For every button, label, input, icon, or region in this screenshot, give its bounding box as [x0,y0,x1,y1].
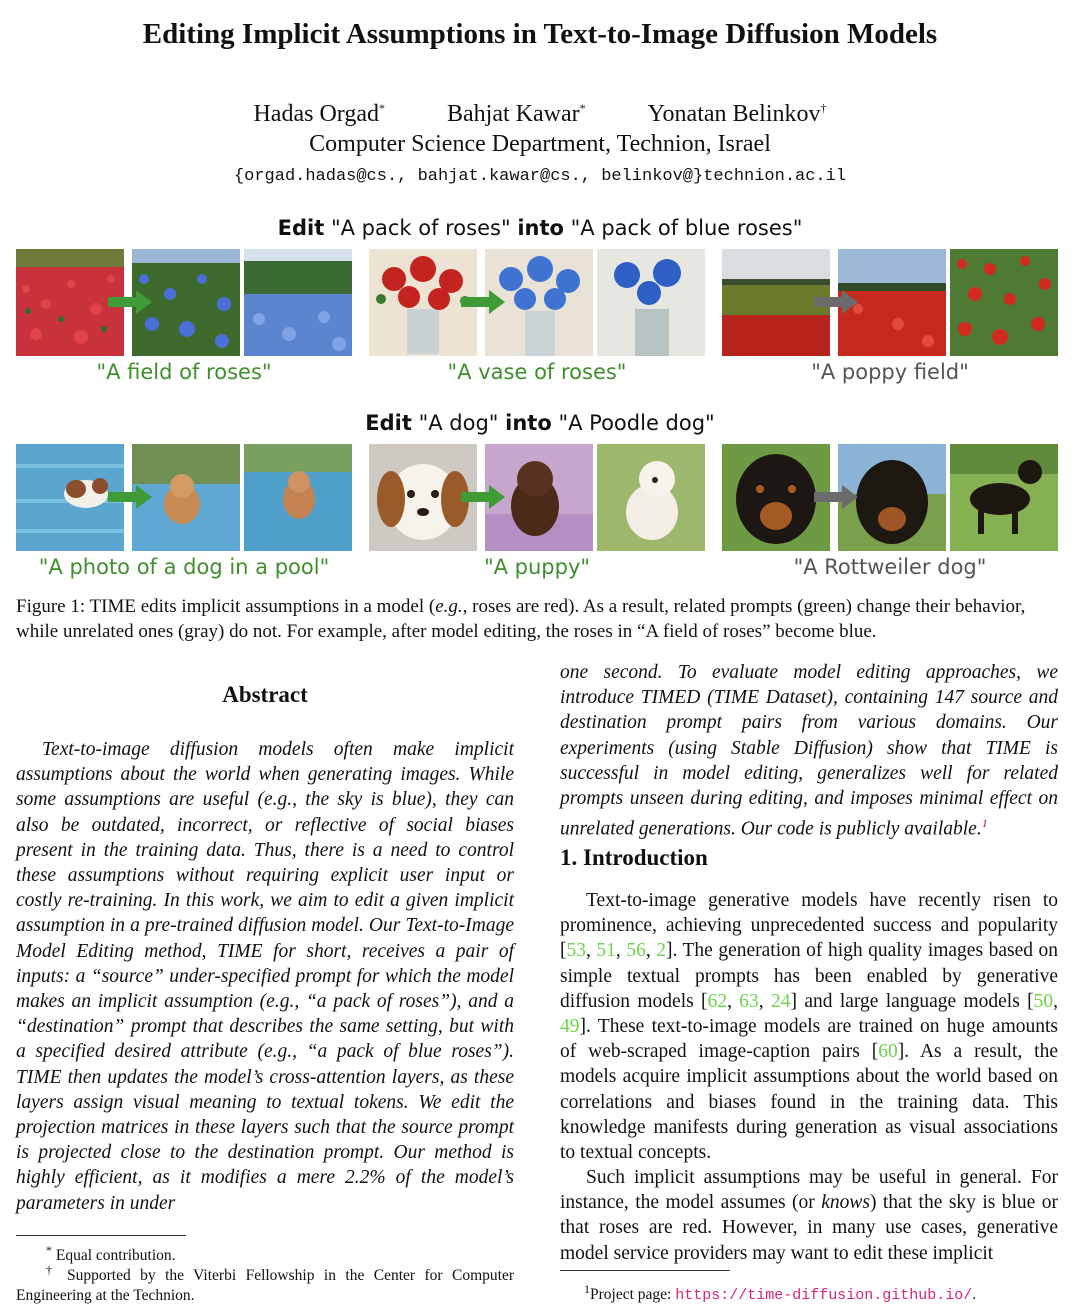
green-arrow-icon [108,289,152,315]
abstract-heading: Abstract [222,682,308,707]
intro-text: Text-to-image generative models have recently risen to prominence, achieving unprecedented success and popularity [ [560,890,1058,962]
image-group-puppy [369,444,705,551]
paper-title: Editing Implicit Assumptions in Text-to-Image Diffusion Models [142,18,938,50]
caption-puppy: "A puppy" [483,555,591,579]
footnote-support: † Supported by the Viterbi Fellowship in the Center for Computer Engineering at the Technion. [16,1263,515,1305]
affiliation: Computer Science Department, Technion, Israel [309,131,771,157]
author-emails: {orgad.hadas@cs., bahjat.kawar@cs., belinkov@}technion.ac.il [233,167,847,186]
image-group-field-of-roses [16,249,340,356]
footnote-equal-contribution: * Equal contribution. [46,1243,176,1265]
image-poodle-in-pool-alt [244,444,352,551]
author-name: Yonatan Belinkov† [647,101,827,127]
intro-text: , [615,940,627,962]
image-rottweiler-3 [950,444,1058,551]
intro-text: , [645,940,657,962]
author-name: Bahjat Kawar* [447,101,586,127]
caption-poppy-field: "A poppy field" [811,360,969,384]
caption-rottweiler: "A Rottweiler dog" [793,555,987,579]
intro-text: , [758,990,771,1012]
green-arrow-icon [461,484,505,510]
citation-link[interactable]: 2 [656,940,666,962]
intro-text: , [586,940,597,962]
author-list [0,101,1080,128]
figure-caption: Figure 1: TIME edits implicit assumptions in a model (e.g., roses are red). As a result, related prompts (green) change their behavior, while unrelated ones (gray) do not. For example, after model editing, the roses in “A field of roses” become blue. [16,596,1026,642]
image-group-rottweiler [722,444,1058,551]
image-group-dog-in-pool [16,444,340,551]
caption-field-of-roses: "A field of roses" [96,360,272,384]
citation-link[interactable]: 56 [626,940,646,962]
citation-link[interactable]: 49 [560,1016,580,1038]
image-group-vase-of-roses [369,249,705,356]
green-arrow-icon [461,289,505,315]
image-poodle-puppy-white [597,444,705,551]
gray-arrow-icon [814,289,858,315]
gray-arrow-icon [814,484,858,510]
footnote-project-page: $^1$Project page: https://time-diffusion.github.io/. [584,1282,977,1305]
image-field-blue-flowers-trees [244,249,352,356]
intro-text: ]. As a result, the models acquire implicit assumptions about the world based on correlations and biases found in the training data. This knowledge manifests during generation as visual associations to textual concepts. [560,1041,1058,1164]
intro-heading: 1. Introduction [560,845,708,870]
caption-dog-in-pool: "A photo of a dog in a pool" [38,555,330,579]
citation-link[interactable]: 24 [771,990,791,1012]
author-name: Hadas Orgad* [253,101,385,127]
caption-vase-of-roses: "A vase of roses" [447,360,627,384]
intro-text: ] and large language models [ [790,990,1034,1012]
image-group-poppy-field [722,249,1058,356]
citation-link[interactable]: 60 [878,1041,898,1063]
abstract-text: Text-to-image diffusion models often make implicit assumptions about the world when generating images. While some assumptions are useful (e.g., the sky is blue), they can also be outdated, incorrect, or reflective of social biases present in the training data. Thus, there is a need to control these assumptions without requiring explicit user input or costly re-training. In this work, we aim to edit a given implicit assumption in a pre-trained diffusion model. Our Text-to-Image Model Editing method, TIME for short, receives a pair of inputs: a “source” under-specified prompt for which the model makes an implicit assumption (e.g., “a pack of roses”), and a “destination” prompt that describes the same setting, but with a specified desired attribute (e.g., “a pack of blue roses”). TIME then updates the model’s cross-attention layers, as these layers assign visual meaning to textual tokens. We edit the projection matrices in these layers such that the source prompt is projected close to the destination prompt. Our method is highly efficient, as it modifies a mere 2.2% of the model’s parameters in under [16,739,514,1214]
project-page-link[interactable]: https://time-diffusion.github.io/ [675,1287,973,1305]
footnote-rule [560,1270,730,1271]
intro-paragraph-1 [560,888,1058,1165]
intro-paragraph-2: Such implicit assumptions may be useful in general. For instance, the model assumes (or knows) that the sky is blue or that roses are red. However, in many use cases, generative model service providers may want to edit these implicit [560,1167,1059,1264]
footnote-rule [16,1235,186,1236]
citation-link[interactable]: 50 [1033,990,1054,1012]
green-arrow-icon [108,484,152,510]
intro-text: ]. The generation of high quality images based on simple textual prompts has been enabled by generative diffusion models [ [560,940,1059,1012]
intro-text: , [1053,990,1059,1012]
citation-link[interactable]: 53 [566,940,586,962]
citation-link[interactable]: 51 [596,940,616,962]
image-vase-blue-roses-alt [597,249,705,356]
citation-link[interactable]: 63 [739,990,759,1012]
intro-text: ]. These text-to-image models are trained on huge amounts of web-scraped image-caption pairs [ [560,1016,1058,1063]
edit-heading-dog: Edit "A dog" into "A Poodle dog" [365,411,715,435]
edit-heading-roses: Edit "A pack of roses" into "A pack of blue roses" [277,216,803,240]
citation-link[interactable]: 62 [707,990,728,1012]
image-poppy-field-3 [950,249,1058,356]
abstract-text-continued: one second. To evaluate model editing approaches, we introduce TIMED (TIME Dataset), containing 147 source and destination prompt pairs from various domains. Our experiments (using Stable Diffusion) show that TIME is successful in model editing, generalizes well for related prompts unseen during editing, and imposes minimal effect on unrelated generations. Our code is publicly available.$^1$ [560,662,1058,840]
intro-text: , [727,990,740,1012]
